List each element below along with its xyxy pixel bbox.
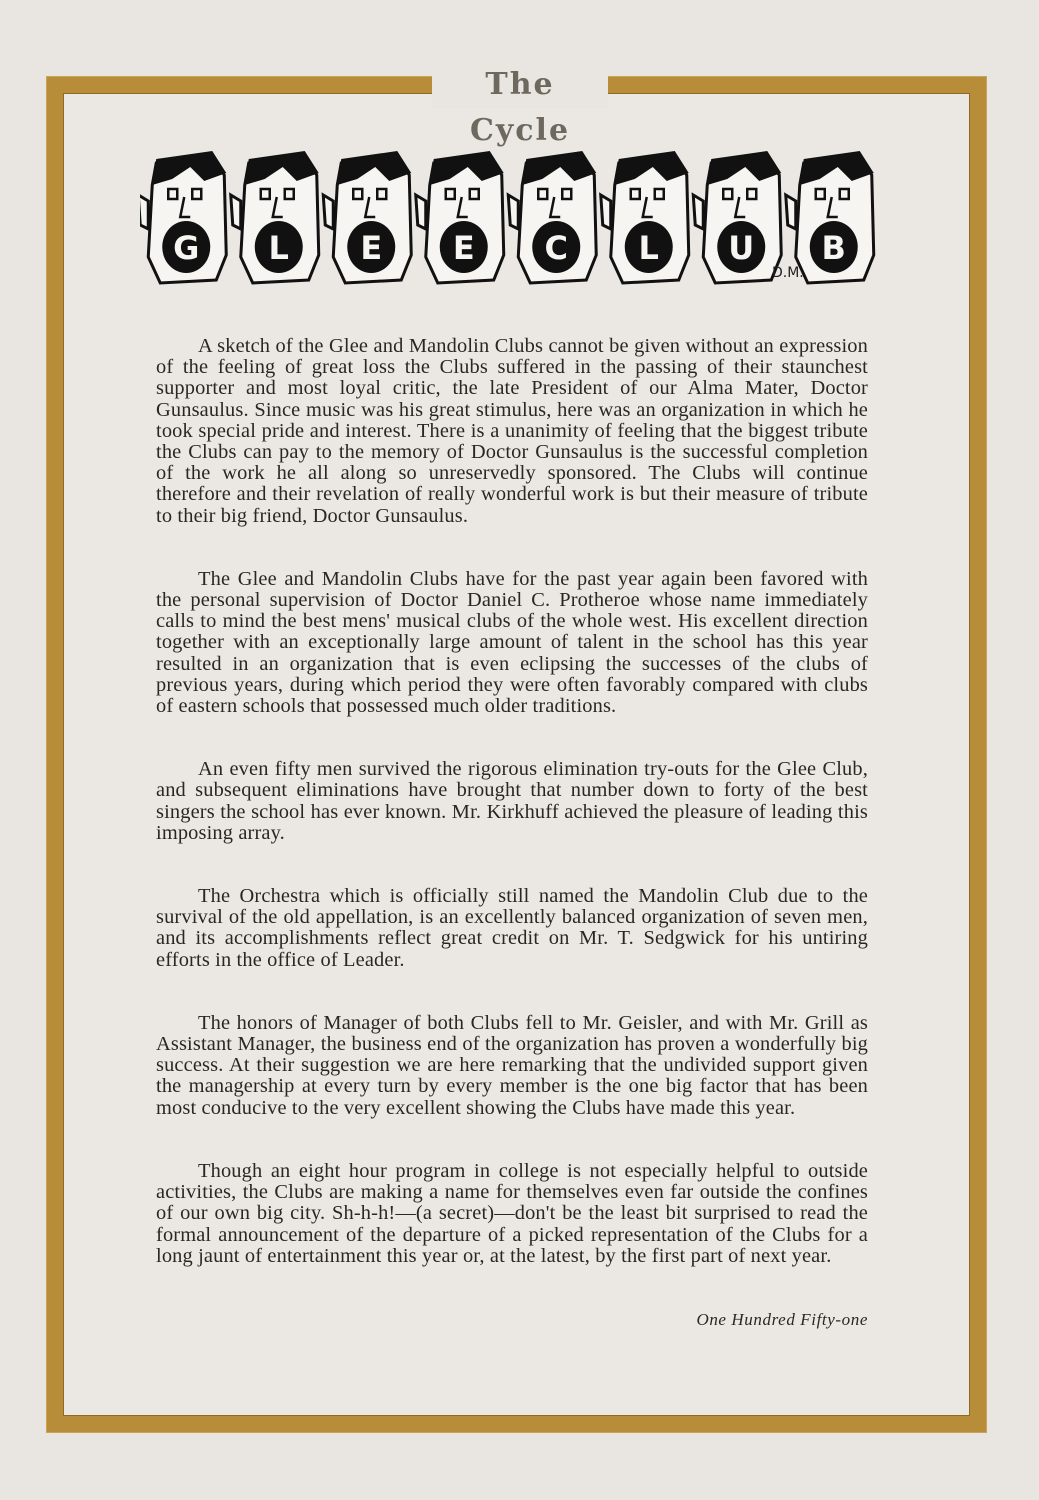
heading-letter: L bbox=[638, 229, 659, 267]
paragraph: A sketch of the Glee and Mandolin Clubs cannot be given without an expression of the feeling of great loss the Clubs suffered in the passing of their staunchest supporter and most loyal critic, the late President of our Alma Mater, Doctor Gunsaulus. Since music was his great stimulus, here was an organization in which he took special pride and interest. There is a unanimity of feeling that the biggest tribute the Clubs can pay to the memory of Doctor Gunsaulus is the successful completion of the work he all along so unreservedly sponsored. The Clubs will continue therefore and their revelation of really wonderful work is but their measure of tribute to their big friend, Doctor Gunsaulus. bbox=[156, 335, 868, 527]
page-number: One Hundred Fifty-one bbox=[696, 1310, 868, 1329]
singing-head bbox=[416, 151, 504, 283]
article-body bbox=[156, 336, 868, 1309]
running-title-box bbox=[432, 62, 608, 148]
heading-letter: L bbox=[268, 229, 289, 267]
singing-head bbox=[508, 151, 596, 283]
singing-head bbox=[231, 151, 319, 283]
singing-head bbox=[323, 151, 411, 283]
singing-head bbox=[140, 151, 226, 283]
paragraph: An even fifty men survived the rigorous elimination try-outs for the Glee Club, and subsequent eliminations have brought that number down to forty of the best singers the school has ever known. Mr. Kirkhuff achieved the pleasure of leading this imposing array. bbox=[156, 758, 868, 844]
heading-letter: G bbox=[173, 229, 200, 267]
singing-head bbox=[693, 151, 781, 283]
artist-signature: D.M. bbox=[772, 265, 804, 281]
heading-letter: U bbox=[728, 229, 755, 267]
singing-head bbox=[601, 151, 689, 283]
glee-club-heading-illustration bbox=[140, 145, 880, 295]
heading-letter: B bbox=[821, 229, 846, 267]
paragraph: The honors of Manager of both Clubs fell to Mr. Geisler, and with Mr. Grill as Assistant Manager, the business end of the organization has proven a wonderfully big success. At their suggestion we are here remarking that the undivided support given the managership at every turn by every member is the one big factor that has been most conducive to the very excellent showing the Clubs have made this year. bbox=[156, 1011, 868, 1119]
paragraph: Though an eight hour program in college is not especially helpful to outside activities, the Clubs are making a name for themselves even far outside the confines of our own big city. Sh-h-h!—(a secret)—don't be the least bit surprised to read the formal announcement of the departure of a picked representation of the Clubs for a long jaunt of entertainment this year or, at the latest, by the first part of next year. bbox=[156, 1159, 868, 1267]
heading-letter: C bbox=[544, 229, 568, 267]
singing-head bbox=[786, 151, 874, 283]
heading-letter: E bbox=[452, 229, 475, 267]
paragraph: The Glee and Mandolin Clubs have for the past year again been favored with the personal supervision of Doctor Daniel C. Protheroe whose name immediately calls to mind the best mens' musical clubs of the whole west. His excellent direction together with an exceptionally large amount of talent in the school has this year resulted in an organization that is even eclipsing the successes of the clubs of previous years, during which period they were often favorably compared with clubs of eastern schools that possessed much older traditions. bbox=[156, 567, 868, 718]
running-title: The Cycle bbox=[469, 67, 571, 148]
paragraph: The Orchestra which is officially still named the Mandolin Club due to the survival of the old appellation, is an excellently balanced organization of seven men, and its accomplishments reflect great credit on Mr. T. Sedgwick for his untiring efforts in the office of Leader. bbox=[156, 885, 868, 971]
heading-letter: E bbox=[360, 229, 383, 267]
